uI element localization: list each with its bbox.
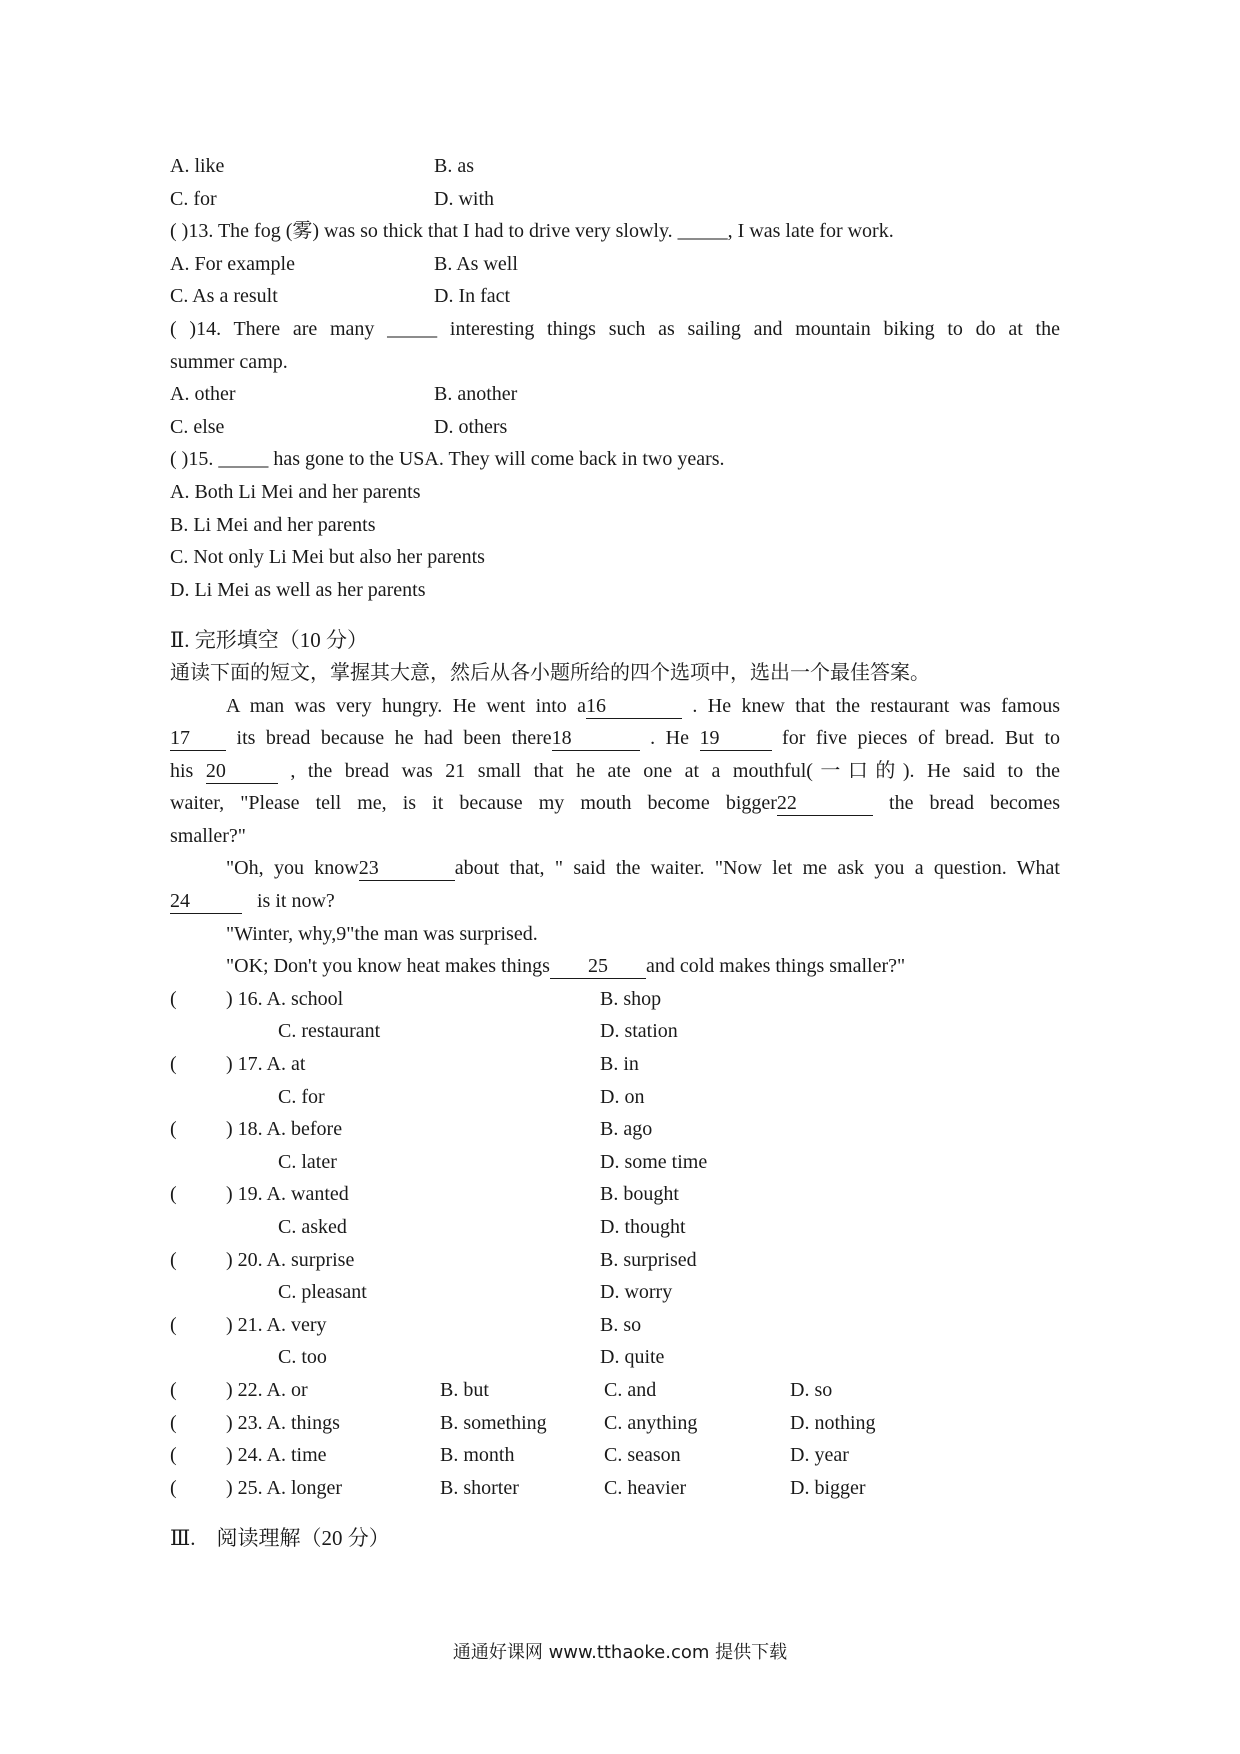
cloze-option-b: B. but: [440, 1378, 489, 1401]
passage-line-9: [170, 950, 1060, 983]
cloze-option-b: B. so: [600, 1313, 642, 1336]
answer-paren: (: [170, 1378, 177, 1401]
cloze-options-16-21: [170, 983, 1060, 1374]
cloze-question-row: [170, 1211, 1060, 1244]
q13-option-a: A. For example: [170, 252, 295, 275]
section-2-instruction: 通读下面的短文，掌握其大意，然后从各小题所给的四个选项中，选出一个最佳答案。: [170, 661, 930, 684]
cloze-option-c: C. restaurant: [278, 1020, 381, 1043]
cloze-question-number: ) 25. A. longer: [226, 1476, 343, 1499]
cloze-option-b: B. shorter: [440, 1476, 519, 1499]
cloze-option-d: D. year: [790, 1444, 849, 1467]
passage-line-6: [170, 852, 1060, 885]
cloze-option-b: B. in: [600, 1053, 639, 1076]
cloze-option-c: C. too: [278, 1346, 327, 1369]
answer-paren: (: [170, 1411, 177, 1434]
blank-23: 23: [359, 856, 455, 881]
section-3-title: Ⅲ. 阅读理解（20 分）: [170, 1526, 390, 1551]
blank-25: 25: [550, 954, 646, 979]
cloze-option-d: D. bigger: [790, 1476, 866, 1499]
cloze-question-number: ) 17. A. at: [226, 1053, 306, 1076]
q12-options-row1: [170, 150, 1060, 183]
footer-source: 通通好课网 www.tthaoke.com 提供下载: [452, 1642, 788, 1663]
q13-option-d: D. In fact: [434, 285, 511, 308]
passage-text: about that, " said the waiter. "Now let me ask you a question. What: [454, 857, 1060, 880]
cloze-option-b: B. shop: [600, 987, 662, 1010]
q15-option-b: B. Li Mei and her parents: [170, 513, 376, 536]
passage-text: waiter, "Please tell me, is it because my mouth become bigger: [170, 792, 777, 815]
q12-option-d: D. with: [434, 187, 494, 210]
q14-option-c: C. else: [170, 415, 225, 438]
blank-24: 24: [170, 889, 242, 914]
cloze-option-b: B. bought: [600, 1183, 679, 1206]
cloze-question-row: [170, 1407, 1060, 1440]
answer-paren: (: [170, 1183, 177, 1206]
cloze-option-d: D. station: [600, 1020, 678, 1043]
cloze-option-c: C. pleasant: [278, 1281, 367, 1304]
q14-option-b: B. another: [434, 383, 518, 406]
q12-options-row2: [170, 183, 1060, 216]
cloze-question-row: [170, 1374, 1060, 1407]
cloze-option-d: D. on: [600, 1085, 645, 1108]
blank-16: 16: [586, 694, 682, 719]
passage-text: is it now?: [257, 890, 335, 913]
passage-text: , the bread was: [290, 759, 433, 782]
answer-paren: (: [170, 987, 177, 1010]
cloze-option-d: D. nothing: [790, 1411, 876, 1434]
blank-18: 18: [552, 726, 640, 751]
q14-stem-line2: summer camp.: [170, 350, 288, 373]
cloze-option-b: B. something: [440, 1411, 547, 1434]
passage-line-4: [170, 787, 1060, 820]
cloze-option-c: C. and: [604, 1378, 657, 1401]
q15-option-d: D. Li Mei as well as her parents: [170, 578, 426, 601]
answer-paren: (: [170, 1444, 177, 1467]
answer-paren: (: [170, 1053, 177, 1076]
q12-option-c: C. for: [170, 187, 217, 210]
cloze-question-row: [170, 983, 1060, 1016]
cloze-question-row: [170, 1113, 1060, 1146]
cloze-option-b: B. surprised: [600, 1248, 697, 1271]
cloze-option-d: D. some time: [600, 1150, 708, 1173]
passage-text: . He knew that the restaurant was famous: [692, 694, 1060, 717]
cloze-option-b: B. ago: [600, 1118, 653, 1141]
cloze-question-row: [170, 1081, 1060, 1114]
passage-line-5: smaller?": [170, 824, 246, 847]
answer-paren: (: [170, 1476, 177, 1499]
passage-text: A man was very hungry. He went into a: [226, 694, 587, 717]
cloze-option-d: D. quite: [600, 1346, 665, 1369]
spacer: [170, 1504, 1060, 1522]
cloze-option-c: C. anything: [604, 1411, 698, 1434]
cloze-question-row: [170, 1178, 1060, 1211]
cloze-option-b: B. month: [440, 1444, 515, 1467]
cloze-option-c: C. later: [278, 1150, 337, 1173]
passage-line-3: [170, 755, 1060, 788]
q15-option-c: C. Not only Li Mei but also her parents: [170, 546, 485, 569]
q14-stem-line1: ( )14. There are many _____ interesting things such as sailing and mountain biking to do at the: [170, 317, 1060, 340]
cloze-question-row: [170, 1472, 1060, 1505]
cloze-question-row: [170, 1244, 1060, 1277]
cloze-question-number: ) 23. A. things: [226, 1411, 340, 1434]
passage-text: his: [170, 759, 194, 782]
q12-option-a: A. like: [170, 155, 225, 177]
q15-option-a: A. Both Li Mei and her parents: [170, 480, 421, 503]
passage-text: for five pieces of bread. But to: [782, 727, 1061, 750]
cloze-question-row: [170, 1341, 1060, 1374]
spacer: [170, 606, 1060, 624]
passage-text: and cold makes things smaller?": [645, 955, 906, 978]
blank-20: 20: [206, 759, 278, 784]
blank-22: 22: [777, 791, 873, 816]
cloze-option-c: C. heavier: [604, 1476, 687, 1499]
q12-option-b: B. as: [434, 155, 474, 177]
q13-option-c: C. As a result: [170, 285, 278, 308]
cloze-options-22-25: [170, 1374, 1060, 1504]
q13-stem: ( )13. The fog (雾) was so thick that I had to drive very slowly. _____, I was late for work.: [170, 220, 894, 243]
cloze-question-number: ) 22. A. or: [226, 1378, 308, 1401]
q14-options-row2: [170, 411, 1060, 444]
cloze-option-c: C. for: [278, 1085, 325, 1108]
q15-stem: ( )15. _____ has gone to the USA. They will come back in two years.: [170, 448, 725, 471]
passage-text: small that he ate one at a mouthful(一口的). He said to the: [477, 759, 1061, 782]
answer-paren: (: [170, 1118, 177, 1141]
section-2-title: Ⅱ. 完形填空（10 分）: [170, 628, 369, 653]
cloze-option-d: D. thought: [600, 1216, 686, 1238]
q13-option-b: B. As well: [434, 252, 518, 275]
cloze-question-row: [170, 1439, 1060, 1472]
q14-option-a: A. other: [170, 383, 236, 406]
passage-text: its bread because he had been there: [236, 727, 552, 750]
passage-text: the bread becomes: [889, 792, 1060, 815]
cloze-option-c: C. season: [604, 1444, 681, 1467]
cloze-question-number: ) 18. A. before: [226, 1118, 343, 1141]
answer-paren: (: [170, 1313, 177, 1336]
cloze-question-number: ) 19. A. wanted: [226, 1183, 349, 1206]
cloze-question-number: ) 20. A. surprise: [226, 1248, 355, 1271]
blank-17: 17: [170, 726, 226, 751]
passage-text: "OK; Don't you know heat makes things: [226, 955, 550, 978]
q13-options-row2: [170, 280, 1060, 313]
cloze-question-row: [170, 1309, 1060, 1342]
cloze-option-d: D. worry: [600, 1281, 673, 1304]
cloze-question-row: [170, 1048, 1060, 1081]
cloze-option-c: C. asked: [278, 1216, 347, 1238]
cloze-question-number: ) 16. A. school: [226, 987, 344, 1010]
cloze-option-d: D. so: [790, 1378, 833, 1401]
exam-page: [170, 150, 1060, 1555]
cloze-question-row: [170, 1146, 1060, 1179]
passage-line-7: [170, 885, 1060, 918]
passage-line-8: "Winter, why,9"the man was surprised.: [226, 922, 538, 945]
cloze-question-row: [170, 1015, 1060, 1048]
q13-options-row1: [170, 248, 1060, 281]
q14-option-d: D. others: [434, 415, 508, 438]
passage-text: . He: [650, 727, 690, 750]
cloze-question-row: [170, 1276, 1060, 1309]
blank-21: 21: [445, 759, 466, 782]
blank-19: 19: [700, 726, 772, 751]
passage-line-2: [170, 722, 1060, 755]
passage-line-1: [170, 690, 1060, 723]
cloze-question-number: ) 21. A. very: [226, 1313, 327, 1336]
q14-options-row1: [170, 378, 1060, 411]
cloze-question-number: ) 24. A. time: [226, 1444, 327, 1467]
answer-paren: (: [170, 1248, 177, 1271]
passage-text: "Oh, you know: [226, 857, 359, 880]
